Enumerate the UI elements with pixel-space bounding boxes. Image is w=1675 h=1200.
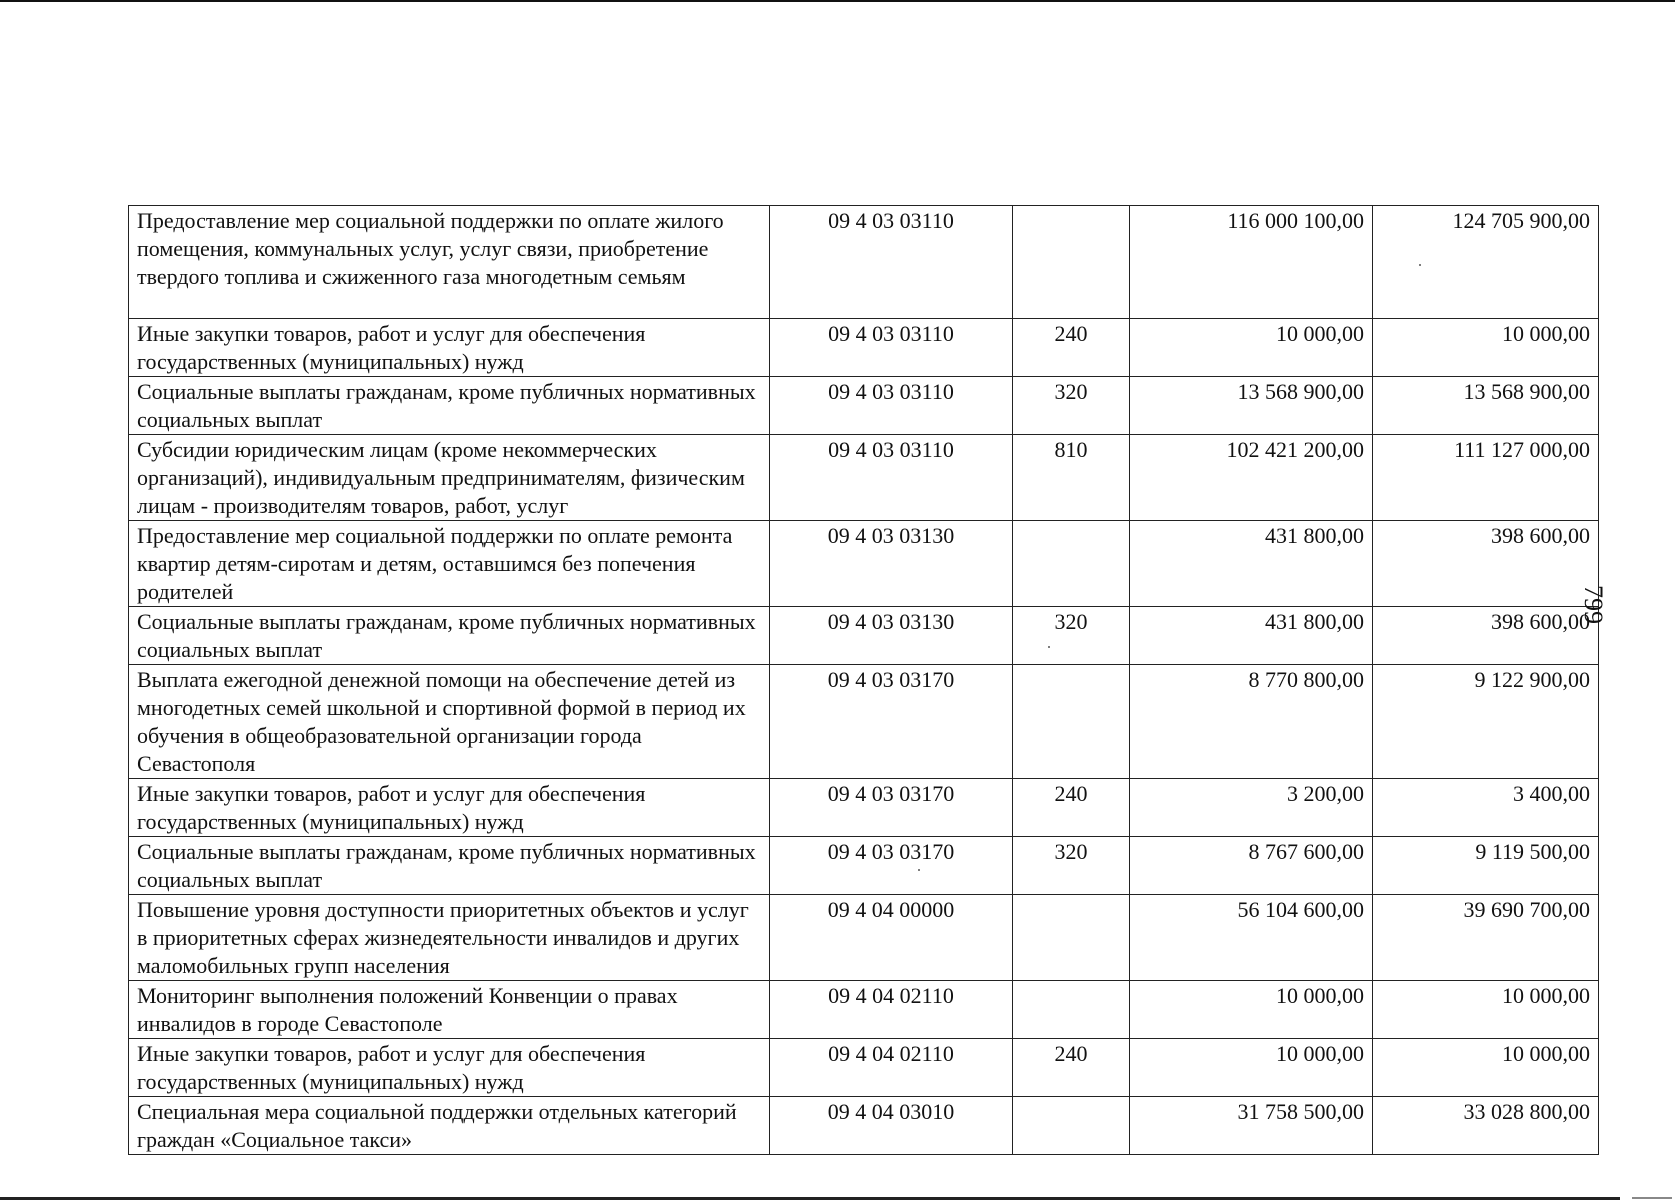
table-row: [129, 779, 1599, 837]
row-code: 09 4 04 00000: [770, 895, 1013, 981]
row-code: 09 4 03 03130: [770, 607, 1013, 665]
row-amount-1: 431 800,00: [1130, 607, 1373, 665]
row-code: 09 4 03 03110: [770, 435, 1013, 521]
row-name: Специальная мера социальной поддержки отдельных категорий граждан «Социальное такси»: [129, 1097, 770, 1155]
row-amount-1: 10 000,00: [1130, 319, 1373, 377]
row-name: Социальные выплаты гражданам, кроме публичных нормативных социальных выплат: [129, 377, 770, 435]
scan-speck: [1048, 646, 1050, 648]
row-expense-type: [1013, 665, 1130, 779]
row-code: 09 4 03 03170: [770, 779, 1013, 837]
row-amount-2: 3 400,00: [1373, 779, 1599, 837]
table-row: [129, 319, 1599, 377]
row-name: Социальные выплаты гражданам, кроме публичных нормативных социальных выплат: [129, 837, 770, 895]
row-expense-type: 320: [1013, 377, 1130, 435]
row-code: 09 4 04 02110: [770, 981, 1013, 1039]
row-code: 09 4 03 03110: [770, 319, 1013, 377]
budget-table: [128, 205, 1599, 1155]
row-amount-2: 10 000,00: [1373, 1039, 1599, 1097]
row-name: Иные закупки товаров, работ и услуг для обеспечения государственных (муниципальных) нужд: [129, 319, 770, 377]
row-name: Иные закупки товаров, работ и услуг для обеспечения государственных (муниципальных) нужд: [129, 1039, 770, 1097]
scan-bottom-rule-tail: [1632, 1197, 1672, 1199]
row-expense-type: [1013, 981, 1130, 1039]
table-row: [129, 607, 1599, 665]
row-amount-2: 33 028 800,00: [1373, 1097, 1599, 1155]
table-row: [129, 837, 1599, 895]
table-row: [129, 665, 1599, 779]
row-expense-type: [1013, 895, 1130, 981]
scan-speck: [1419, 264, 1421, 266]
row-name: Социальные выплаты гражданам, кроме публичных нормативных социальных выплат: [129, 607, 770, 665]
row-amount-2: 398 600,00: [1373, 521, 1599, 607]
row-amount-1: 8 770 800,00: [1130, 665, 1373, 779]
row-amount-1: 102 421 200,00: [1130, 435, 1373, 521]
row-name: Предоставление мер социальной поддержки по оплате жилого помещения, коммунальных услуг, услуг связи, приобретение твердого топлива и сжиженного газа многодетным семьям: [129, 206, 770, 319]
scan-speck: [918, 869, 920, 871]
row-amount-1: 3 200,00: [1130, 779, 1373, 837]
row-amount-1: 431 800,00: [1130, 521, 1373, 607]
row-name: Повышение уровня доступности приоритетных объектов и услуг в приоритетных сферах жизнедеятельности инвалидов и других маломобильных групп населения: [129, 895, 770, 981]
budget-table-body: [129, 206, 1599, 1155]
table-row: [129, 435, 1599, 521]
row-expense-type: 320: [1013, 607, 1130, 665]
table-row: [129, 1097, 1599, 1155]
row-code: 09 4 04 02110: [770, 1039, 1013, 1097]
row-code: 09 4 03 03110: [770, 377, 1013, 435]
table-row: [129, 981, 1599, 1039]
row-amount-2: 9 122 900,00: [1373, 665, 1599, 779]
row-name: Иные закупки товаров, работ и услуг для обеспечения государственных (муниципальных) нужд: [129, 779, 770, 837]
row-amount-1: 116 000 100,00: [1130, 206, 1373, 319]
row-code: 09 4 03 03110: [770, 206, 1013, 319]
row-name: Выплата ежегодной денежной помощи на обеспечение детей из многодетных семей школьной и спортивной формой в период их обучения в общеобразовательной организации города Севастополя: [129, 665, 770, 779]
row-amount-1: 31 758 500,00: [1130, 1097, 1373, 1155]
row-code: 09 4 04 03010: [770, 1097, 1013, 1155]
scan-top-border: [0, 0, 1675, 2]
row-expense-type: 240: [1013, 779, 1130, 837]
table-row: [129, 521, 1599, 607]
row-amount-2: 10 000,00: [1373, 319, 1599, 377]
row-code: 09 4 03 03130: [770, 521, 1013, 607]
row-name: Субсидии юридическим лицам (кроме некоммерческих организаций), индивидуальным предпринимателям, физическим лицам - производителям товаров, работ, услуг: [129, 435, 770, 521]
row-amount-2: 13 568 900,00: [1373, 377, 1599, 435]
row-amount-2: 124 705 900,00: [1373, 206, 1599, 319]
row-amount-2: 398 600,00: [1373, 607, 1599, 665]
row-amount-1: 13 568 900,00: [1130, 377, 1373, 435]
row-expense-type: 240: [1013, 319, 1130, 377]
row-amount-1: 8 767 600,00: [1130, 837, 1373, 895]
row-code: 09 4 03 03170: [770, 665, 1013, 779]
row-amount-1: 56 104 600,00: [1130, 895, 1373, 981]
table-row: [129, 1039, 1599, 1097]
row-expense-type: [1013, 1097, 1130, 1155]
row-amount-2: 10 000,00: [1373, 981, 1599, 1039]
table-row: [129, 377, 1599, 435]
row-amount-2: 9 119 500,00: [1373, 837, 1599, 895]
row-expense-type: [1013, 206, 1130, 319]
row-expense-type: 240: [1013, 1039, 1130, 1097]
row-amount-1: 10 000,00: [1130, 981, 1373, 1039]
row-name: Мониторинг выполнения положений Конвенции о правах инвалидов в городе Севастополе: [129, 981, 770, 1039]
row-code: 09 4 03 03170: [770, 837, 1013, 895]
row-amount-2: 39 690 700,00: [1373, 895, 1599, 981]
row-expense-type: 810: [1013, 435, 1130, 521]
table-row: [129, 206, 1599, 319]
row-amount-2: 111 127 000,00: [1373, 435, 1599, 521]
row-expense-type: [1013, 521, 1130, 607]
table-row: [129, 895, 1599, 981]
page-number: 799: [1579, 585, 1608, 624]
row-amount-1: 10 000,00: [1130, 1039, 1373, 1097]
row-expense-type: 320: [1013, 837, 1130, 895]
row-name: Предоставление мер социальной поддержки по оплате ремонта квартир детям-сиротам и детям, оставшимся без попечения родителей: [129, 521, 770, 607]
